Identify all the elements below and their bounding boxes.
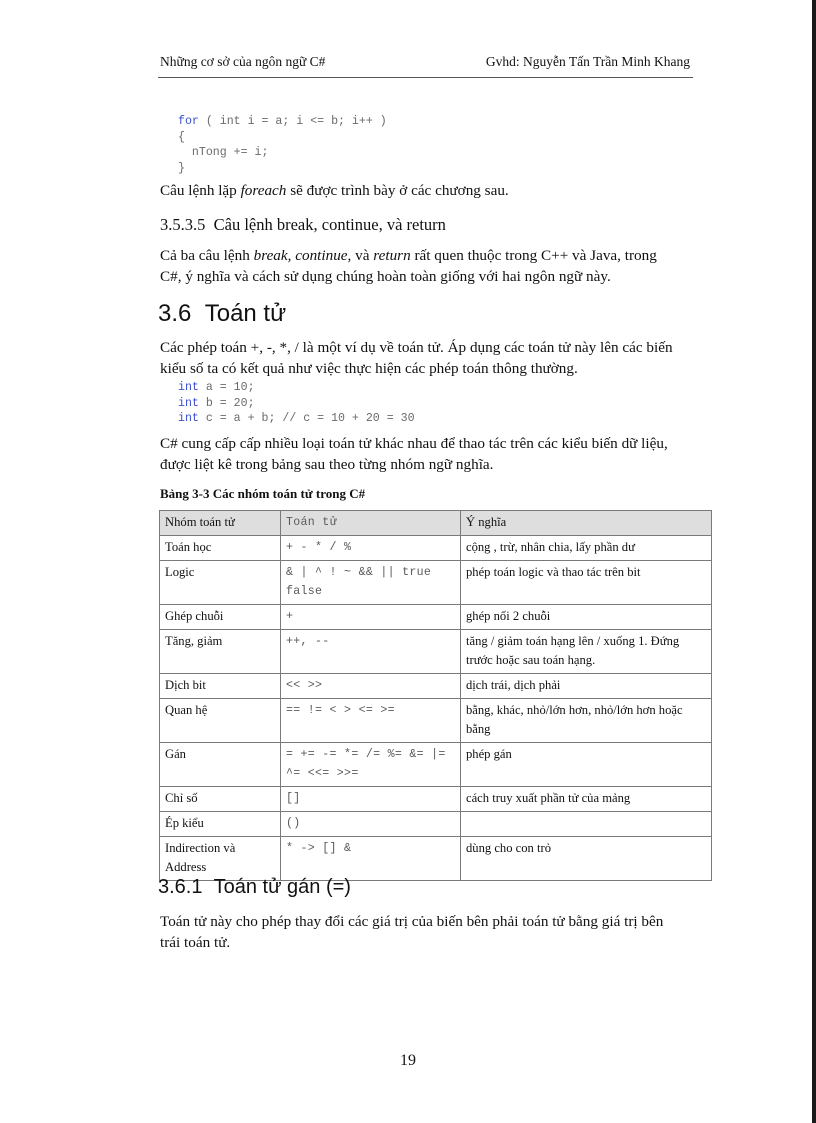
- section-number: 3.6.1: [158, 876, 203, 898]
- code-line: a = 10;: [198, 381, 255, 394]
- page-number: 19: [400, 1052, 416, 1069]
- cell-meaning: cộng , trừ, nhân chia, lấy phần dư: [461, 536, 712, 561]
- cell-operator: []: [281, 787, 461, 812]
- table-row: [160, 605, 712, 630]
- code-line: }: [178, 161, 185, 175]
- text: Các phép toán +, -, *, / là một ví dụ về toán tử. Áp dụng các toán tử này lên các biến: [160, 339, 673, 356]
- table-row: [160, 630, 712, 674]
- code-keyword: int: [178, 381, 199, 394]
- paragraph-foreach: [160, 180, 712, 201]
- cell-operator: == != < > <= >=: [281, 699, 461, 743]
- paragraph-assignment: [160, 911, 712, 953]
- table-row: [160, 812, 712, 837]
- cell-operator: +: [281, 605, 461, 630]
- text: Cả ba câu lệnh: [160, 247, 254, 264]
- cell-operator: = += -= *= /= %= &= |= ^= <<= >>=: [281, 743, 461, 787]
- table-caption: Bảng 3-3 Các nhóm toán tử trong C#: [160, 486, 366, 501]
- header-group: Nhóm toán tử: [160, 511, 281, 536]
- cell-group: Ghép chuỗi: [160, 605, 281, 630]
- cell-meaning: bằng, khác, nhỏ/lớn hơn, nhỏ/lớn hơn hoặc bằng: [461, 699, 712, 743]
- table-row: [160, 561, 712, 605]
- emphasis: return: [373, 247, 411, 264]
- header-meaning: Ý nghĩa: [461, 511, 712, 536]
- paragraph-operators-intro: [160, 337, 712, 379]
- text: C#, ý nghĩa và cách sử dụng chúng hoàn toàn giống với hai ngôn ngữ này.: [160, 268, 611, 285]
- header-left: Những cơ sở của ngôn ngữ C#: [160, 54, 326, 69]
- text: Câu lệnh lặp: [160, 182, 241, 199]
- operators-table: [159, 510, 712, 881]
- section-heading-3535: [160, 215, 446, 235]
- cell-operator: << >>: [281, 674, 461, 699]
- section-title: Câu lệnh break, continue, và return: [213, 215, 446, 234]
- cell-group: Indirection và Address: [160, 837, 281, 881]
- text: C# cung cấp cấp nhiều loại toán tử khác nhau để thao tác trên các kiểu biến dữ liệu,: [160, 435, 668, 452]
- cell-group: Quan hệ: [160, 699, 281, 743]
- table-row: [160, 674, 712, 699]
- table-row: [160, 743, 712, 787]
- text: rất quen thuộc trong C++ và Java, trong: [410, 247, 657, 264]
- code-line: ( int i = a; i <= b; i++ ): [198, 115, 387, 128]
- text: và: [351, 247, 374, 264]
- cell-group: Gán: [160, 743, 281, 787]
- section-heading-361: [158, 876, 351, 899]
- header-right: Gvhd: Nguyễn Tấn Trần Minh Khang: [485, 54, 690, 69]
- table-row: [160, 536, 712, 561]
- cell-operator: ++, --: [281, 630, 461, 674]
- cell-group: Tăng, giảm: [160, 630, 281, 674]
- cell-meaning: ghép nối 2 chuỗi: [461, 605, 712, 630]
- text: trái toán tử.: [160, 934, 231, 951]
- cell-group: Logic: [160, 561, 281, 605]
- code-line: {: [178, 130, 185, 144]
- section-heading-36: [158, 300, 286, 328]
- cell-meaning: tăng / giảm toán hạng lên / xuống 1. Đứng trước hoặc sau toán hạng.: [461, 630, 712, 674]
- code-keyword: int: [178, 412, 199, 425]
- cell-operator: * -> [] &: [281, 837, 461, 881]
- cell-group: Dịch bit: [160, 674, 281, 699]
- text: kiểu số ta có kết quả như việc thực hiện các phép toán thông thường.: [160, 360, 578, 377]
- code-block-int: [178, 380, 415, 427]
- text: sẽ được trình bày ở các chương sau.: [286, 182, 509, 199]
- paragraph-break-continue: [160, 245, 712, 287]
- cell-operator: & | ^ ! ~ && || true false: [281, 561, 461, 605]
- cell-group: Toán học: [160, 536, 281, 561]
- section-number: 3.5.3.5: [160, 215, 206, 234]
- cell-group: Ép kiểu: [160, 812, 281, 837]
- emphasis: break, continue,: [253, 247, 352, 264]
- cell-group: Chỉ số: [160, 787, 281, 812]
- code-line: c = a + b; // c = 10 + 20 = 30: [198, 412, 415, 425]
- code-line: b = 20;: [198, 396, 255, 410]
- text: được liệt kê trong bảng sau theo từng nhóm ngữ nghĩa.: [160, 456, 494, 473]
- section-title: Toán tử gán (=): [213, 876, 351, 898]
- code-block-for-loop: [178, 114, 387, 176]
- page-edge: [812, 0, 816, 1123]
- cell-meaning: dùng cho con trỏ: [461, 837, 712, 881]
- section-title: Toán tử: [204, 300, 287, 327]
- header-rule: [158, 77, 693, 78]
- code-keyword: int: [178, 396, 199, 410]
- section-number: 3.6: [158, 300, 192, 327]
- cell-meaning: phép toán logic và thao tác trên bit: [461, 561, 712, 605]
- table-row: [160, 837, 712, 881]
- code-keyword: for: [178, 115, 199, 128]
- header-operator: Toán tử: [281, 511, 461, 536]
- cell-meaning: [461, 812, 712, 837]
- paragraph-csharp-operators: [160, 433, 712, 475]
- cell-meaning: phép gán: [461, 743, 712, 787]
- code-line: nTong += i;: [178, 146, 269, 159]
- cell-meaning: dịch trái, dịch phải: [461, 674, 712, 699]
- table-row: [160, 699, 712, 743]
- emphasis: foreach: [240, 182, 287, 199]
- cell-meaning: cách truy xuất phần tử của mảng: [461, 787, 712, 812]
- cell-operator: (): [281, 812, 461, 837]
- table-header-row: [160, 511, 712, 536]
- text: Toán tử này cho phép thay đổi các giá trị của biến bên phải toán tử bằng giá trị bên: [160, 913, 664, 930]
- cell-operator: + - * / %: [281, 536, 461, 561]
- table-row: [160, 787, 712, 812]
